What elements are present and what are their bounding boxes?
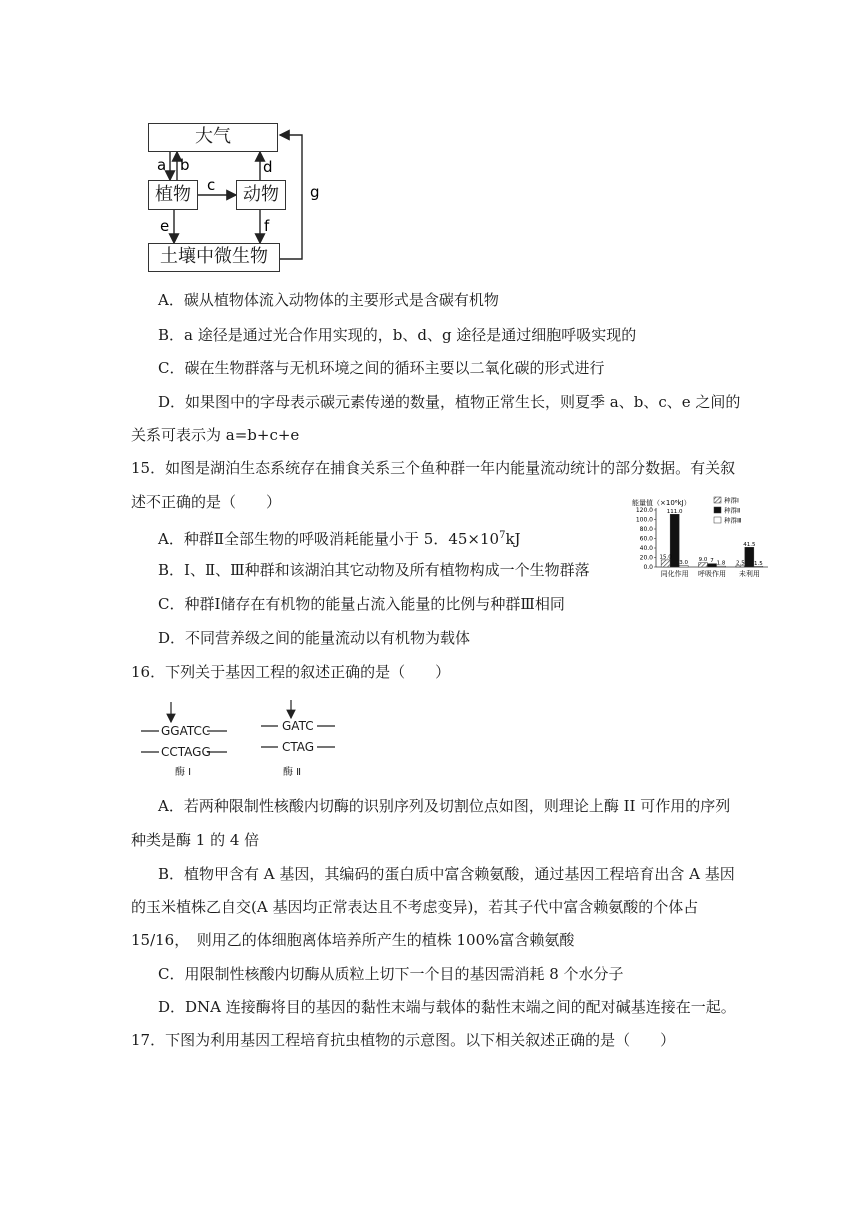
restriction-enzyme-figure — [135, 700, 355, 780]
carbon-cycle-diagram — [130, 115, 350, 280]
q16-option-c: C．用限制性核酸内切酶从质粒上切下一个目的基因需消耗 8 个水分子 — [158, 965, 624, 983]
q15-stem-line1: 15．如图是湖泊生态系统存在捕食关系三个鱼种群一年内能量流动统计的部分数据。有关叙 — [131, 459, 736, 477]
enzyme2-name: 酶 Ⅱ — [283, 767, 302, 778]
q14-option-d: D．如果图中的字母表示碳元素传递的数量，植物正常生长，则夏季 a、b、c、e 之间的 — [158, 393, 741, 411]
chart-legend-swatch — [714, 517, 721, 523]
enzyme1-name: 酶 Ⅰ — [175, 767, 192, 778]
q16-option-b: B．植物甲含有 A 基因，其编码的蛋白质中富含赖氨酸，通过基因工程培育出含 A 基因 — [158, 865, 735, 883]
chart-data-label: 3.0 — [679, 560, 689, 567]
chart-data-label: 7 — [710, 558, 714, 565]
chart-ytick-label: 40.0 — [639, 545, 653, 552]
enzyme1-bottom-strand: CCTAGG — [161, 745, 211, 759]
chart-bar — [745, 547, 754, 567]
chart-data-label: 1.8 — [716, 560, 726, 567]
soil-microbes-box: 土壤中微生物 — [148, 243, 280, 272]
chart-legend-swatch — [714, 507, 721, 513]
chart-bar — [699, 563, 708, 567]
chart-data-label: 41.5 — [743, 541, 756, 548]
enzyme1-top-strand: GGATCC — [161, 724, 211, 738]
chart-data-label: 9.0 — [698, 557, 708, 564]
chart-data-label: 15.0 — [659, 554, 672, 561]
chart-bar — [661, 560, 670, 567]
q16-stem: 16．下列关于基因工程的叙述正确的是（ ） — [131, 663, 451, 681]
q15-option-b: B．Ⅰ、Ⅱ、Ⅲ种群和该湖泊其它动物及所有植物构成一个生物群落 — [158, 561, 590, 579]
chart-data-label: 111.0 — [666, 508, 683, 515]
chart-legend-label: 种群Ⅲ — [724, 516, 742, 525]
q15-option-a — [158, 526, 521, 549]
q15-option-a-exponent: 7 — [499, 530, 506, 541]
label-c: c — [207, 176, 216, 194]
q16-option-a: A．若两种限制性核酸内切酶的识别序列及切割位点如图，则理论上酶 II 可作用的序列 — [158, 797, 731, 815]
chart-category-label: 未利用 — [738, 570, 760, 578]
q16-option-b-cont2: 15/16， 则用乙的体细胞离体培养所产生的植株 100%富含赖氨酸 — [131, 931, 575, 949]
label-f: f — [264, 217, 270, 235]
q15-option-a-unit: kJ — [505, 530, 521, 548]
chart-legend-label: 种群Ⅱ — [724, 506, 741, 515]
q15-option-a-text: A．种群Ⅱ全部生物的呼吸消耗能量小于 5．45×10 — [158, 530, 500, 548]
chart-ytick-label: 80.0 — [639, 526, 653, 533]
animal-box: 动物 — [236, 180, 286, 210]
chart-ytick-label: 0.0 — [643, 564, 653, 571]
chart-ytick-label: 100.0 — [635, 516, 653, 524]
q16-option-d: D．DNA 连接酶将目的基因的黏性末端与载体的黏性末端之间的配对碱基连接在一起。 — [158, 998, 736, 1016]
chart-legend-label: 种群Ⅰ — [724, 496, 739, 505]
chart-ytick-label: 120.0 — [635, 507, 653, 514]
chart-category-label: 同化作用 — [660, 570, 689, 578]
chart-legend-swatch — [714, 497, 721, 503]
q14-option-d-cont: 关系可表示为 a=b+c+e — [131, 426, 300, 444]
chart-data-label: 1.5 — [753, 560, 763, 567]
plant-box: 植物 — [148, 180, 198, 210]
label-g: g — [310, 183, 320, 201]
cut-site-arrows — [135, 700, 355, 780]
q15-option-c: C．种群Ⅰ储存在有机物的能量占流入能量的比例与种群Ⅲ相同 — [158, 595, 565, 613]
energy-flow-chart — [618, 493, 793, 585]
q16-option-a-cont: 种类是酶 1 的 4 倍 — [131, 831, 260, 849]
q14-option-b: B．a 途径是通过光合作用实现的，b、d、g 途径是通过细胞呼吸实现的 — [158, 326, 637, 344]
atmosphere-box: 大气 — [148, 123, 278, 152]
label-a: a — [157, 156, 167, 174]
chart-ylabel: 能量值（×10⁶kJ） — [632, 499, 691, 507]
chart-data-label: 2.5 — [735, 560, 745, 567]
label-b: b — [180, 156, 190, 174]
q15-option-d: D．不同营养级之间的能量流动以有机物为载体 — [158, 629, 471, 647]
q17-stem: 17．下图为利用基因工程培育抗虫植物的示意图。以下相关叙述正确的是（ ） — [131, 1031, 676, 1049]
q16-option-b-cont1: 的玉米植株乙自交(A 基因均正常表达且不考虑变异)，若其子代中富含赖氨酸的个体占 — [131, 898, 699, 916]
label-e: e — [160, 217, 170, 235]
q14-option-c: C．碳在生物群落与无机环境之间的循环主要以二氧化碳的形式进行 — [158, 359, 605, 377]
q15-stem-line2: 述不正确的是（ ） — [131, 493, 282, 511]
enzyme2-bottom-strand: CTAG — [282, 740, 315, 754]
chart-category-label: 呼吸作用 — [698, 570, 726, 578]
label-d: d — [263, 158, 273, 176]
q14-option-a: A．碳从植物体流入动物体的主要形式是含碳有机物 — [158, 291, 499, 309]
chart-ytick-label: 60.0 — [639, 535, 653, 543]
chart-ytick-label: 20.0 — [639, 554, 653, 562]
enzyme2-top-strand: GATC — [282, 719, 314, 733]
